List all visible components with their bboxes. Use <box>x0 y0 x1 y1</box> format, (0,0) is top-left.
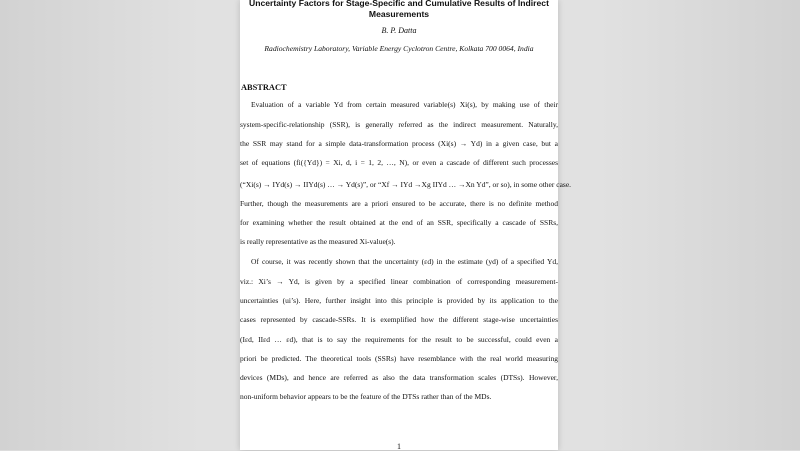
abstract-p2-line-4: cases represented by cascade-SSRs. It is exemplified how the different stage-wise uncertainties <box>240 315 558 324</box>
abstract-p2-line-6: priori be predicted. The theoretical tools (SSRs) have resemblance with the real world measuring <box>240 354 558 363</box>
page-content <box>240 0 572 451</box>
abstract-p1-line-2: system-specific-relationship (SSR), is generally referred as the indirect measurement. Naturally, <box>240 120 558 129</box>
abstract-heading: ABSTRACT <box>241 83 287 92</box>
abstract-p1-line-7: for examining whether the result obtained at the end of an SSR, specifically a cascade of SSRs, <box>240 218 558 227</box>
paper-title <box>248 0 550 20</box>
abstract-p1-line-3: the SSR may stand for a simple data-transformation process (Xi(s) → Yd) in a given case, but a <box>240 139 558 148</box>
abstract-p2-line-3: uncertainties (ui’s). Here, further insight into this principle is provided by its application to the <box>240 296 558 305</box>
abstract-p2-line-5: (Iεd, IIεd … εd), that is to say the requirements for the result to be successful, could even a <box>240 335 558 344</box>
abstract-p1-line-8: is really representative as the measured Xi-value(s). <box>240 237 396 246</box>
abstract-p2-line-8: non-uniform behavior appears to be the feature of the DTSs rather than of the MDs. <box>240 392 492 401</box>
abstract-p2-line-2: viz.: Xi’s → Yd, is given by a specified linear combination of corresponding measurement- <box>240 277 558 286</box>
paper-title-line-2: Measurements <box>368 9 430 19</box>
page-number: 1 <box>397 442 401 451</box>
abstract-p2-line-7: devices (MDs), and hence are referred as also the data transformation scales (DTSs). However, <box>240 373 558 382</box>
abstract-p1-line-6: Further, though the measurements are a priori ensured to be accurate, there is no definite method <box>240 199 558 208</box>
abstract-p1-line-4: set of equations (fi({Yd}) = Xi, d, i = 1, 2, …, N), or even a cascade of different such processes <box>240 158 558 167</box>
paper-title-line-1: Uncertainty Factors for Stage-Specific and Cumulative Results of Indirect <box>249 0 549 8</box>
abstract-p1-line-1: Evaluation of a variable Yd from certain measured variable(s) Xi(s), by making use of their <box>251 100 558 109</box>
author-affiliation: Radiochemistry Laboratory, Variable Energy Cyclotron Centre, Kolkata 700 0064, India <box>264 44 534 53</box>
pdf-page <box>240 0 572 451</box>
abstract-p1-line-5: (“Xi(s) → IYd(s) → IIYd(s) … → Yd(s)”, or “Xf → IYd →Xg IIYd … →Xn Yd”, or so), in some other case. <box>240 180 572 189</box>
author-name: B. P. Datta <box>381 26 417 35</box>
abstract-p2-line-1: Of course, it was recently shown that the uncertainty (εd) in the estimate (yd) of a specified Yd, <box>251 257 558 266</box>
